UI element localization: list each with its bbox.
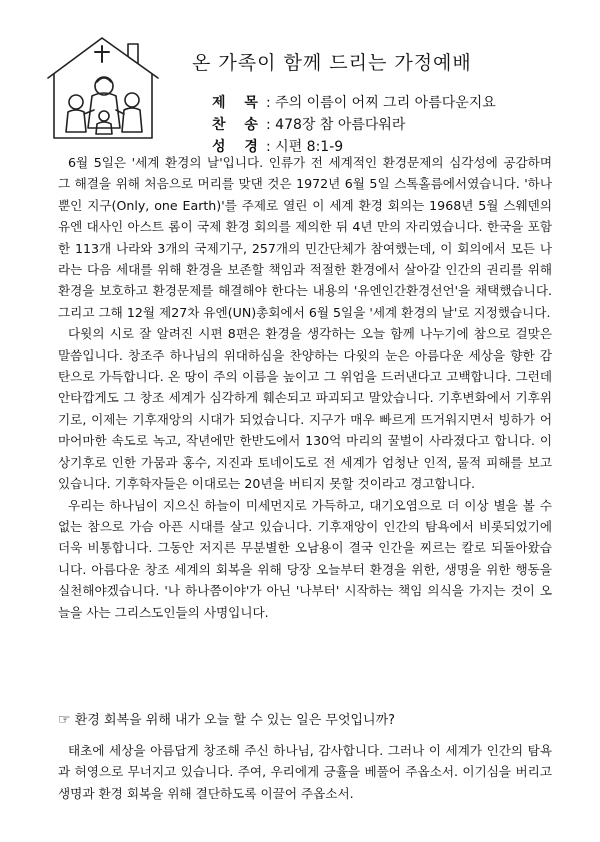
family-house-illustration xyxy=(40,30,170,150)
pointing-hand-icon: ☞ xyxy=(58,712,71,728)
info-label: 제 목 xyxy=(212,95,265,111)
prayer-text: 태초에 세상을 아름답게 창조해 주신 하나님, 감사합니다. 그러나 이 세계가 인간의 탐욕과 허영으로 무너지고 있습니다. 주여, 우리에게 긍휼을 베풀어 주옵소서. 이기심을 버리고 생명과 환경 회복을 위해 결단하도록 이끌어 주옵소서. xyxy=(58,743,552,801)
info-value: : 478장 참 아름다워라 xyxy=(266,117,406,133)
body-paragraph: 다윗의 시로 잘 알려진 시편 8편은 환경을 생각하는 오늘 함께 나누기에 참으로 걸맞은 말씀입니다. 창조주 하나님의 위대하심을 찬양하는 다윗의 눈은 아름다운 세상을 향한 감탄으로 가득합니다. 온 땅이 주의 이름을 높이고 그 위엄을 드러낸다고 고백합니다. 그런데 안타깝게도 그 창조 세계가 심각하게 훼손되고 파괴되고 말았습니다. 기후변화에서 기후위기로, 이제는 기후재앙의 시대가 되었습니다. 지구가 매우 빠르게 뜨거워지면서 빙하가 어마어마한 속도로 녹고, 작년에만 한반도에서 130억 마리의 꿀벌이 사라졌다고 합니다. 이상기후로 인한 가뭄과 홍수, 지진과 토네이도로 전 세계가 엄청난 인적, 물적 피해를 보고 있습니다. 기후학자들은 이대로는 20년을 버티지 못할 것이라고 경고합니다. xyxy=(58,326,552,492)
info-row-title xyxy=(212,92,496,114)
info-value: : 시편 8:1-9 xyxy=(266,139,344,155)
reflection-question xyxy=(58,710,552,731)
body-paragraph: 6월 5일은 '세계 환경의 날'입니다. 인류가 전 세계적인 환경문제의 심각성에 공감하며 그 해결을 위해 처음으로 머리를 맞댄 것은 1972년 6월 5일 스톡홀름에서였습니다. '하나뿐인 지구(Only, one Earth)'를 주제로 열린 이 세계 환경 회의는 1968년 5월 스웨덴의 유엔 대사인 아스트 롬이 국제 환경 회의를 제의한 뒤 4년 만의 자리였습니다. 한국을 포함한 113개 나라와 3개의 국제기구, 257개의 민간단체가 참여했는데, 이 회의에서 모든 나라는 다음 세대를 위해 환경을 보존할 책임과 적절한 환경에서 살아갈 인간의 권리를 위해 환경을 보호하고 환경문제를 해결해야 한다는 내용의 '유엔인간환경선언'을 채택했습니다. 그리고 그해 12월 제27차 유엔(UN)총회에서 6월 5일을 '세계 환경의 날'로 지정했습니다. xyxy=(58,155,552,320)
info-value: : 주의 이름이 어찌 그리 아름다운지요 xyxy=(266,95,496,111)
info-label: 성 경 xyxy=(212,139,265,155)
sermon-body xyxy=(58,152,552,623)
prayer xyxy=(58,740,552,804)
page-title: 온 가족이 함께 드리는 가정예배 xyxy=(192,52,472,74)
info-label: 찬 송 xyxy=(212,117,265,133)
info-row-hymn xyxy=(212,114,496,136)
question-text: 환경 회복을 위해 내가 오늘 할 수 있는 일은 무엇입니까? xyxy=(74,713,396,728)
worship-info xyxy=(212,92,496,158)
body-paragraph: 우리는 하나님이 지으신 하늘이 미세먼지로 가득하고, 대기오염으로 더 이상 별을 볼 수 없는 참으로 가슴 아픈 시대를 살고 있습니다. 기후재앙이 인간의 탐욕에서 비롯되었기에 더욱 비통합니다. 그동안 저지른 무분별한 오남용이 결국 인간을 찌르는 칼로 되돌아왔습니다. 아름다운 창조 세계의 회복을 위해 당장 오늘부터 환경을 위한, 생명을 위한 행동을 실천해야겠습니다. '나 하나쯤이야'가 아닌 '나부터' 시작하는 책임 의식을 가지는 것이 오늘을 사는 그리스도인들의 사명입니다. xyxy=(58,497,552,620)
